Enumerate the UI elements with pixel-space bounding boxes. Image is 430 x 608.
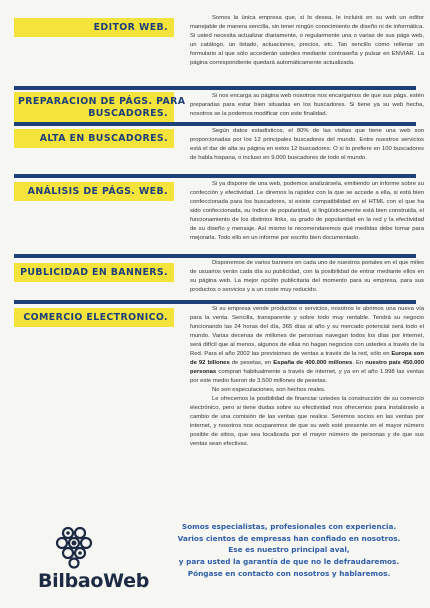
section-divider [14,254,416,258]
section-body-publicidad [190,259,424,295]
text-run: de pesetas, en [229,359,274,366]
section-divider [14,86,416,90]
section-title-line: BUSCADORES. [88,107,168,119]
paragraph: Le ofrecemos la posibilidad de financiar ustedes la construcción de su comercio electrónico, pero si tiene dudas sobre su efectividad nos ofrecemos para instalárselo a cambio de una comisión de las ventas que realice. Seremos socios en las ventas por internet, y nosotros nos ocuparemos de que su web esté presente en el mayor número posible de sitios, que sea localizada por el mayor número de personas y de que sus ventas sean efectivas. [190,395,424,447]
section-title-text: ANÁLISIS DE PÁGS. WEB. [27,186,168,197]
paragraph: Somos la única empresa que, si lo desea, le incluirá en su web un editor manejable de manera sencilla, sin tener ningún conocimiento de diseño ni de informática. Si usted necesita actualizar diariamente, o regularmente una o varias de sus págs web, un catálogo, un listado, actuaciones, precios, etc. Tan sencillo como rellenar un formulario al que sólo accederán ustedes mediante contraseña y pulsar en ENVIAR. La página correspondiente quedará automáticamente actualizada. [190,15,424,66]
slogan-line: y para usted la garantía de que no le defraudaremos. [178,557,400,567]
section-title-editor-web [14,18,174,37]
text-run: Si su empresa vende productos o servicios, nosotros le abrimos una nueva vía para la venta. Sencilla, transparente y sobre todo muy rentable. Tendrá su negocio funcionando las 24 horas del día, 365 días al año y su mercado potencial será todo el mundo. Varias decenas de millones de personas navegan todos los días por internet, será difícil que al menos, algunos de ellas no hagan negocios con ustedes a través de la Red. Para el año 2002 las previsiones de ventas a través de la red, sólo en [190,306,424,357]
section-divider [14,300,416,304]
section-divider [14,122,416,126]
section-title-text: EDITOR WEB. [93,22,168,33]
bold-text-run: España de 400.000 millones [273,359,353,366]
section-title-comercio [14,308,174,327]
section-body-editor-web [190,14,424,68]
slogan-line: Somos especialistas, profesionales con experiencia. [181,522,397,531]
section-title-publicidad [14,263,174,282]
section-title-preparacion [14,92,186,123]
section-title-analisis [14,182,174,201]
paragraph: Si nos encarga su página web nosotros nos encargamos de que sus págs. estén preparadas para estar bien situadas en los buscadores. Si tiene ya su web hecha, nosotros se la podemos modificar con este finalidad. [190,93,424,117]
section-preparacion-buscadores [14,92,424,124]
text-run: compran habitualmente a través de internet, y ya en el año 1.998 las ventas por este medio fueron de 3.500 millones de pesetas. [190,368,424,384]
section-title-line: PREPARACION DE PÁGS. PARA [18,96,186,107]
section-body-analisis [190,180,424,243]
paragraph: No son especulaciones, son hechos reales. [212,386,326,393]
bold-text-run: Europa son de 92 billones [190,350,424,366]
paragraph [190,305,424,386]
section-publicidad-banners [14,259,424,299]
section-title-text: PUBLICIDAD EN BANNERS. [20,267,168,278]
section-body-alta [190,127,424,163]
section-divider [14,174,416,178]
section-analisis-web [14,180,424,250]
section-alta-buscadores [14,127,424,171]
paragraph: Disponemos de varios banners en cada uno de nuestros portales en el que miles de usuarios verán cada día su publicidad, con la posibilidad de entrar mediante ellos en su página web. La mejor opción publicitaria del momento para su empresa, para sus productos o servicios y a un coste muy reducido. [190,260,424,293]
bold-text-run: nuestro país 450.000 personas [190,359,424,375]
text-run: . En [352,359,366,366]
slogan-line: Ese es nuestro principal aval, [228,545,350,555]
slogan-line: Varios cientos de empresas han confiado en nosotros. [177,533,401,543]
section-title-text: COMERCIO ELECTRONICO. [23,312,168,323]
section-body-comercio [190,305,424,449]
paragraph: Si ya dispone de una web, podemos analizársela, emitiendo un informe sobre su confección y efectividad. Le diremos la rapidez con la que se accede a ella, si está bien confeccionada para los buscadores, si existe compatibilidad en el HTML con el que ha sido confeccionada, su índice de popularidad, si lingüísticamente está bien construida, el funcionamiento de los distintos links, su grado de popularidad en la red y la efectividad de su diseño y mensaje. Así mismo le recomendaremos qué medidas debe tomar para mejorarla. Todo ello en un informe por escrito bien documentado. [190,181,424,241]
paragraph: Según datos estadísticos, el 80% de las visitas que tiene una web son proporcionadas por los 12 principales buscadores del mundo. Entre nuestros servicios está el dar de alta su página en estos 12 buscadores. O si lo prefiere en 100 buscadores de habla hispana, o incluso en 9.000 buscadores de todo el mundo. [190,128,424,161]
logo-wordmark: BilbaoWeb [38,570,150,592]
section-editor-web [14,14,424,94]
section-comercio-electronico [14,305,424,515]
section-title-alta [14,129,174,148]
slogan-block [164,521,414,579]
slogan-line: Póngase en contacto con nosotros y hablaremos. [187,568,391,578]
section-title-text: ALTA EN BUSCADORES. [39,133,168,144]
section-body-preparacion [190,92,424,119]
